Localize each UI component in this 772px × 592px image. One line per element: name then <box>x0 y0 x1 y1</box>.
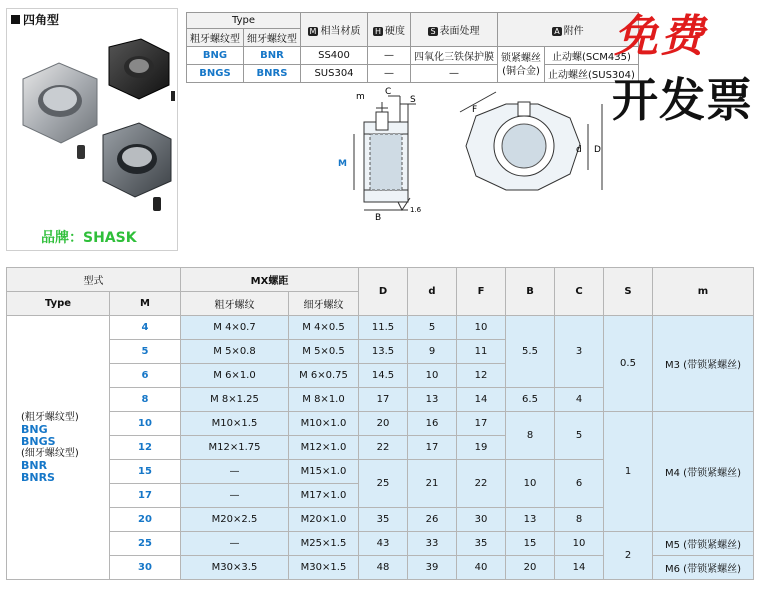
dim-s-label: S <box>410 95 416 105</box>
surface-cell: — <box>411 65 498 83</box>
dim-d-label: d <box>576 145 582 155</box>
F-cell: 30 <box>457 508 506 532</box>
coarse-cell: — <box>181 460 289 484</box>
B-cell: 13 <box>506 508 555 532</box>
fine-cell: M15×1.0 <box>289 460 359 484</box>
F-cell: 17 <box>457 412 506 436</box>
coarse-cell: M 8×1.25 <box>181 388 289 412</box>
spec-header-D: D <box>359 268 408 316</box>
C-cell: 8 <box>555 508 604 532</box>
spec-header-C: C <box>555 268 604 316</box>
spec-header-B: B <box>506 268 555 316</box>
type-header: Type <box>187 13 301 29</box>
B-cell: 20 <box>506 556 555 580</box>
d-cell: 10 <box>408 364 457 388</box>
d-cell: 17 <box>408 436 457 460</box>
type-line: (粗牙螺纹型) <box>21 411 79 423</box>
S-cell: 1 <box>604 412 653 532</box>
d-cell: 21 <box>408 460 457 508</box>
type-material-table <box>186 12 639 83</box>
accessory-header-label: 附件 <box>563 26 584 37</box>
coarse-cell: M20×2.5 <box>181 508 289 532</box>
fine-cell: M25×1.5 <box>289 532 359 556</box>
m-screw-cell: M4 (带锁紧螺丝) <box>653 412 754 532</box>
spec-table <box>6 267 754 580</box>
material-tag-icon: M <box>309 27 317 36</box>
hardness-cell: — <box>368 47 411 65</box>
type-fine-cell: BNRS <box>244 65 301 83</box>
fine-cell: M 8×1.0 <box>289 388 359 412</box>
coarse-cell: M 4×0.7 <box>181 316 289 340</box>
D-cell: 14.5 <box>359 364 408 388</box>
D-cell: 43 <box>359 532 408 556</box>
coarse-cell: M 5×0.8 <box>181 340 289 364</box>
hardness-cell: — <box>368 65 411 83</box>
S-cell: 0.5 <box>604 316 653 412</box>
D-cell: 22 <box>359 436 408 460</box>
coarse-cell: M30×3.5 <box>181 556 289 580</box>
accessory-tag-icon: A <box>554 27 560 36</box>
fine-cell: M30×1.5 <box>289 556 359 580</box>
spec-header-S: S <box>604 268 653 316</box>
coarse-cell: M10×1.5 <box>181 412 289 436</box>
d-cell: 33 <box>408 532 457 556</box>
F-cell: 19 <box>457 436 506 460</box>
m-cell: 4 <box>110 316 181 340</box>
C-cell: 3 <box>555 316 604 388</box>
D-cell: 48 <box>359 556 408 580</box>
F-cell: 35 <box>457 532 506 556</box>
d-cell: 26 <box>408 508 457 532</box>
dim-b-label: B <box>375 213 382 222</box>
d-cell: 39 <box>408 556 457 580</box>
dim-c-label: C <box>385 87 392 97</box>
m-cell: 10 <box>110 412 181 436</box>
C-cell: 10 <box>555 532 604 556</box>
m-screw-cell: M6 (带锁紧螺丝) <box>653 556 754 580</box>
hardness-header-label: 硬度 <box>385 26 405 37</box>
B-cell: 5.5 <box>506 316 555 388</box>
fine-type-header: 细牙螺纹型 <box>244 29 301 47</box>
dim-m-label: m <box>356 92 365 102</box>
C-cell: 5 <box>555 412 604 460</box>
m-cell: 30 <box>110 556 181 580</box>
surface-header <box>411 13 498 47</box>
F-cell: 12 <box>457 364 506 388</box>
d-cell: 9 <box>408 340 457 364</box>
B-cell: 8 <box>506 412 555 460</box>
m-screw-cell: M5 (带锁紧螺丝) <box>653 532 754 556</box>
spec-header-m: m <box>653 268 754 316</box>
surface-header-label: 表面处理 <box>439 26 480 37</box>
m-cell: 8 <box>110 388 181 412</box>
D-cell: 13.5 <box>359 340 408 364</box>
F-cell: 10 <box>457 316 506 340</box>
dim-D-label: D <box>594 145 601 155</box>
m-cell: 15 <box>110 460 181 484</box>
material-header <box>301 13 368 47</box>
type-coarse-cell: BNGS <box>187 65 244 83</box>
spec-header-F: F <box>457 268 506 316</box>
coarse-type-header: 粗牙螺纹型 <box>187 29 244 47</box>
C-cell: 6 <box>555 460 604 508</box>
type-line: (细牙螺纹型) <box>21 447 79 459</box>
m-cell: 6 <box>110 364 181 388</box>
D-cell: 11.5 <box>359 316 408 340</box>
spec-header-d: d <box>408 268 457 316</box>
material-cell: SUS304 <box>301 65 368 83</box>
square-bullet-icon <box>11 15 20 24</box>
coarse-cell: M12×1.75 <box>181 436 289 460</box>
fine-cell: M10×1.0 <box>289 412 359 436</box>
surface-cell: 四氧化三铁保护膜 <box>411 47 498 65</box>
material-header-label: 相当材质 <box>320 26 361 37</box>
lock-screw-line1: 锁紧螺丝 <box>501 52 541 64</box>
D-cell: 20 <box>359 412 408 436</box>
m-cell: 12 <box>110 436 181 460</box>
photo-heading-label: 四角型 <box>23 13 60 27</box>
m-cell: 5 <box>110 340 181 364</box>
F-cell: 40 <box>457 556 506 580</box>
spec-header-mx: MX螺距 <box>181 268 359 292</box>
m-cell: 17 <box>110 484 181 508</box>
spec-header-coarse: 粗牙螺纹 <box>181 292 289 316</box>
type-fine-cell: BNR <box>244 47 301 65</box>
spec-header-model: 型式 <box>7 268 181 292</box>
product-photo-panel <box>6 8 178 251</box>
d-cell: 5 <box>408 316 457 340</box>
photo-heading <box>11 11 59 28</box>
m-cell: 20 <box>110 508 181 532</box>
spec-header-fine: 细牙螺纹 <box>289 292 359 316</box>
D-cell: 35 <box>359 508 408 532</box>
B-cell: 6.5 <box>506 388 555 412</box>
coarse-cell: — <box>181 532 289 556</box>
surface-tag-icon: S <box>430 27 436 36</box>
F-cell: 22 <box>457 460 506 508</box>
fine-cell: M20×1.0 <box>289 508 359 532</box>
dim-f-label: F <box>472 105 478 115</box>
dim-M-label: M <box>338 159 347 169</box>
fine-cell: M17×1.0 <box>289 484 359 508</box>
fine-cell: M12×1.0 <box>289 436 359 460</box>
lock-screw-cell <box>498 47 545 83</box>
m-screw-cell: M3 (带锁紧螺丝) <box>653 316 754 412</box>
D-cell: 25 <box>359 460 408 508</box>
promo-invoice: 开发票 <box>612 73 753 127</box>
table-row <box>7 316 754 340</box>
hardness-header <box>368 13 411 47</box>
table-row <box>7 532 754 556</box>
S-cell: 2 <box>604 532 653 580</box>
fine-cell: M 4×0.5 <box>289 316 359 340</box>
hardness-tag-icon: H <box>374 27 381 36</box>
type-line: BNR <box>21 458 48 472</box>
fine-cell: M 5×0.5 <box>289 340 359 364</box>
type-line: BNGS <box>21 434 56 448</box>
F-cell: 14 <box>457 388 506 412</box>
spec-header-type: Type <box>7 292 110 316</box>
B-cell: 15 <box>506 532 555 556</box>
d-cell: 16 <box>408 412 457 436</box>
F-cell: 11 <box>457 340 506 364</box>
C-cell: 14 <box>555 556 604 580</box>
lock-screw-line2: (铜合金) <box>502 65 540 77</box>
type-cell <box>7 316 110 580</box>
fine-cell: M 6×0.75 <box>289 364 359 388</box>
brand-label: 品牌：SHASK <box>41 230 137 246</box>
coarse-cell: — <box>181 484 289 508</box>
accessory-cell: 止动螺丝(SUS304) <box>545 65 639 83</box>
type-coarse-cell: BNG <box>187 47 244 65</box>
d-cell: 13 <box>408 388 457 412</box>
technical-drawing <box>330 82 620 222</box>
material-cell: SS400 <box>301 47 368 65</box>
type-line: BNRS <box>21 470 55 484</box>
type-line: BNG <box>21 422 48 436</box>
table-row <box>7 412 754 436</box>
accessory-cell: 止动螺(SCM435) <box>545 47 639 65</box>
coarse-cell: M 6×1.0 <box>181 364 289 388</box>
roughness-label: 1.6 <box>410 206 422 214</box>
C-cell: 4 <box>555 388 604 412</box>
D-cell: 17 <box>359 388 408 412</box>
nut-photo-image <box>11 27 175 217</box>
B-cell: 10 <box>506 460 555 508</box>
m-cell: 25 <box>110 532 181 556</box>
spec-header-M: M <box>110 292 181 316</box>
promo-free: 免费 <box>614 11 706 62</box>
